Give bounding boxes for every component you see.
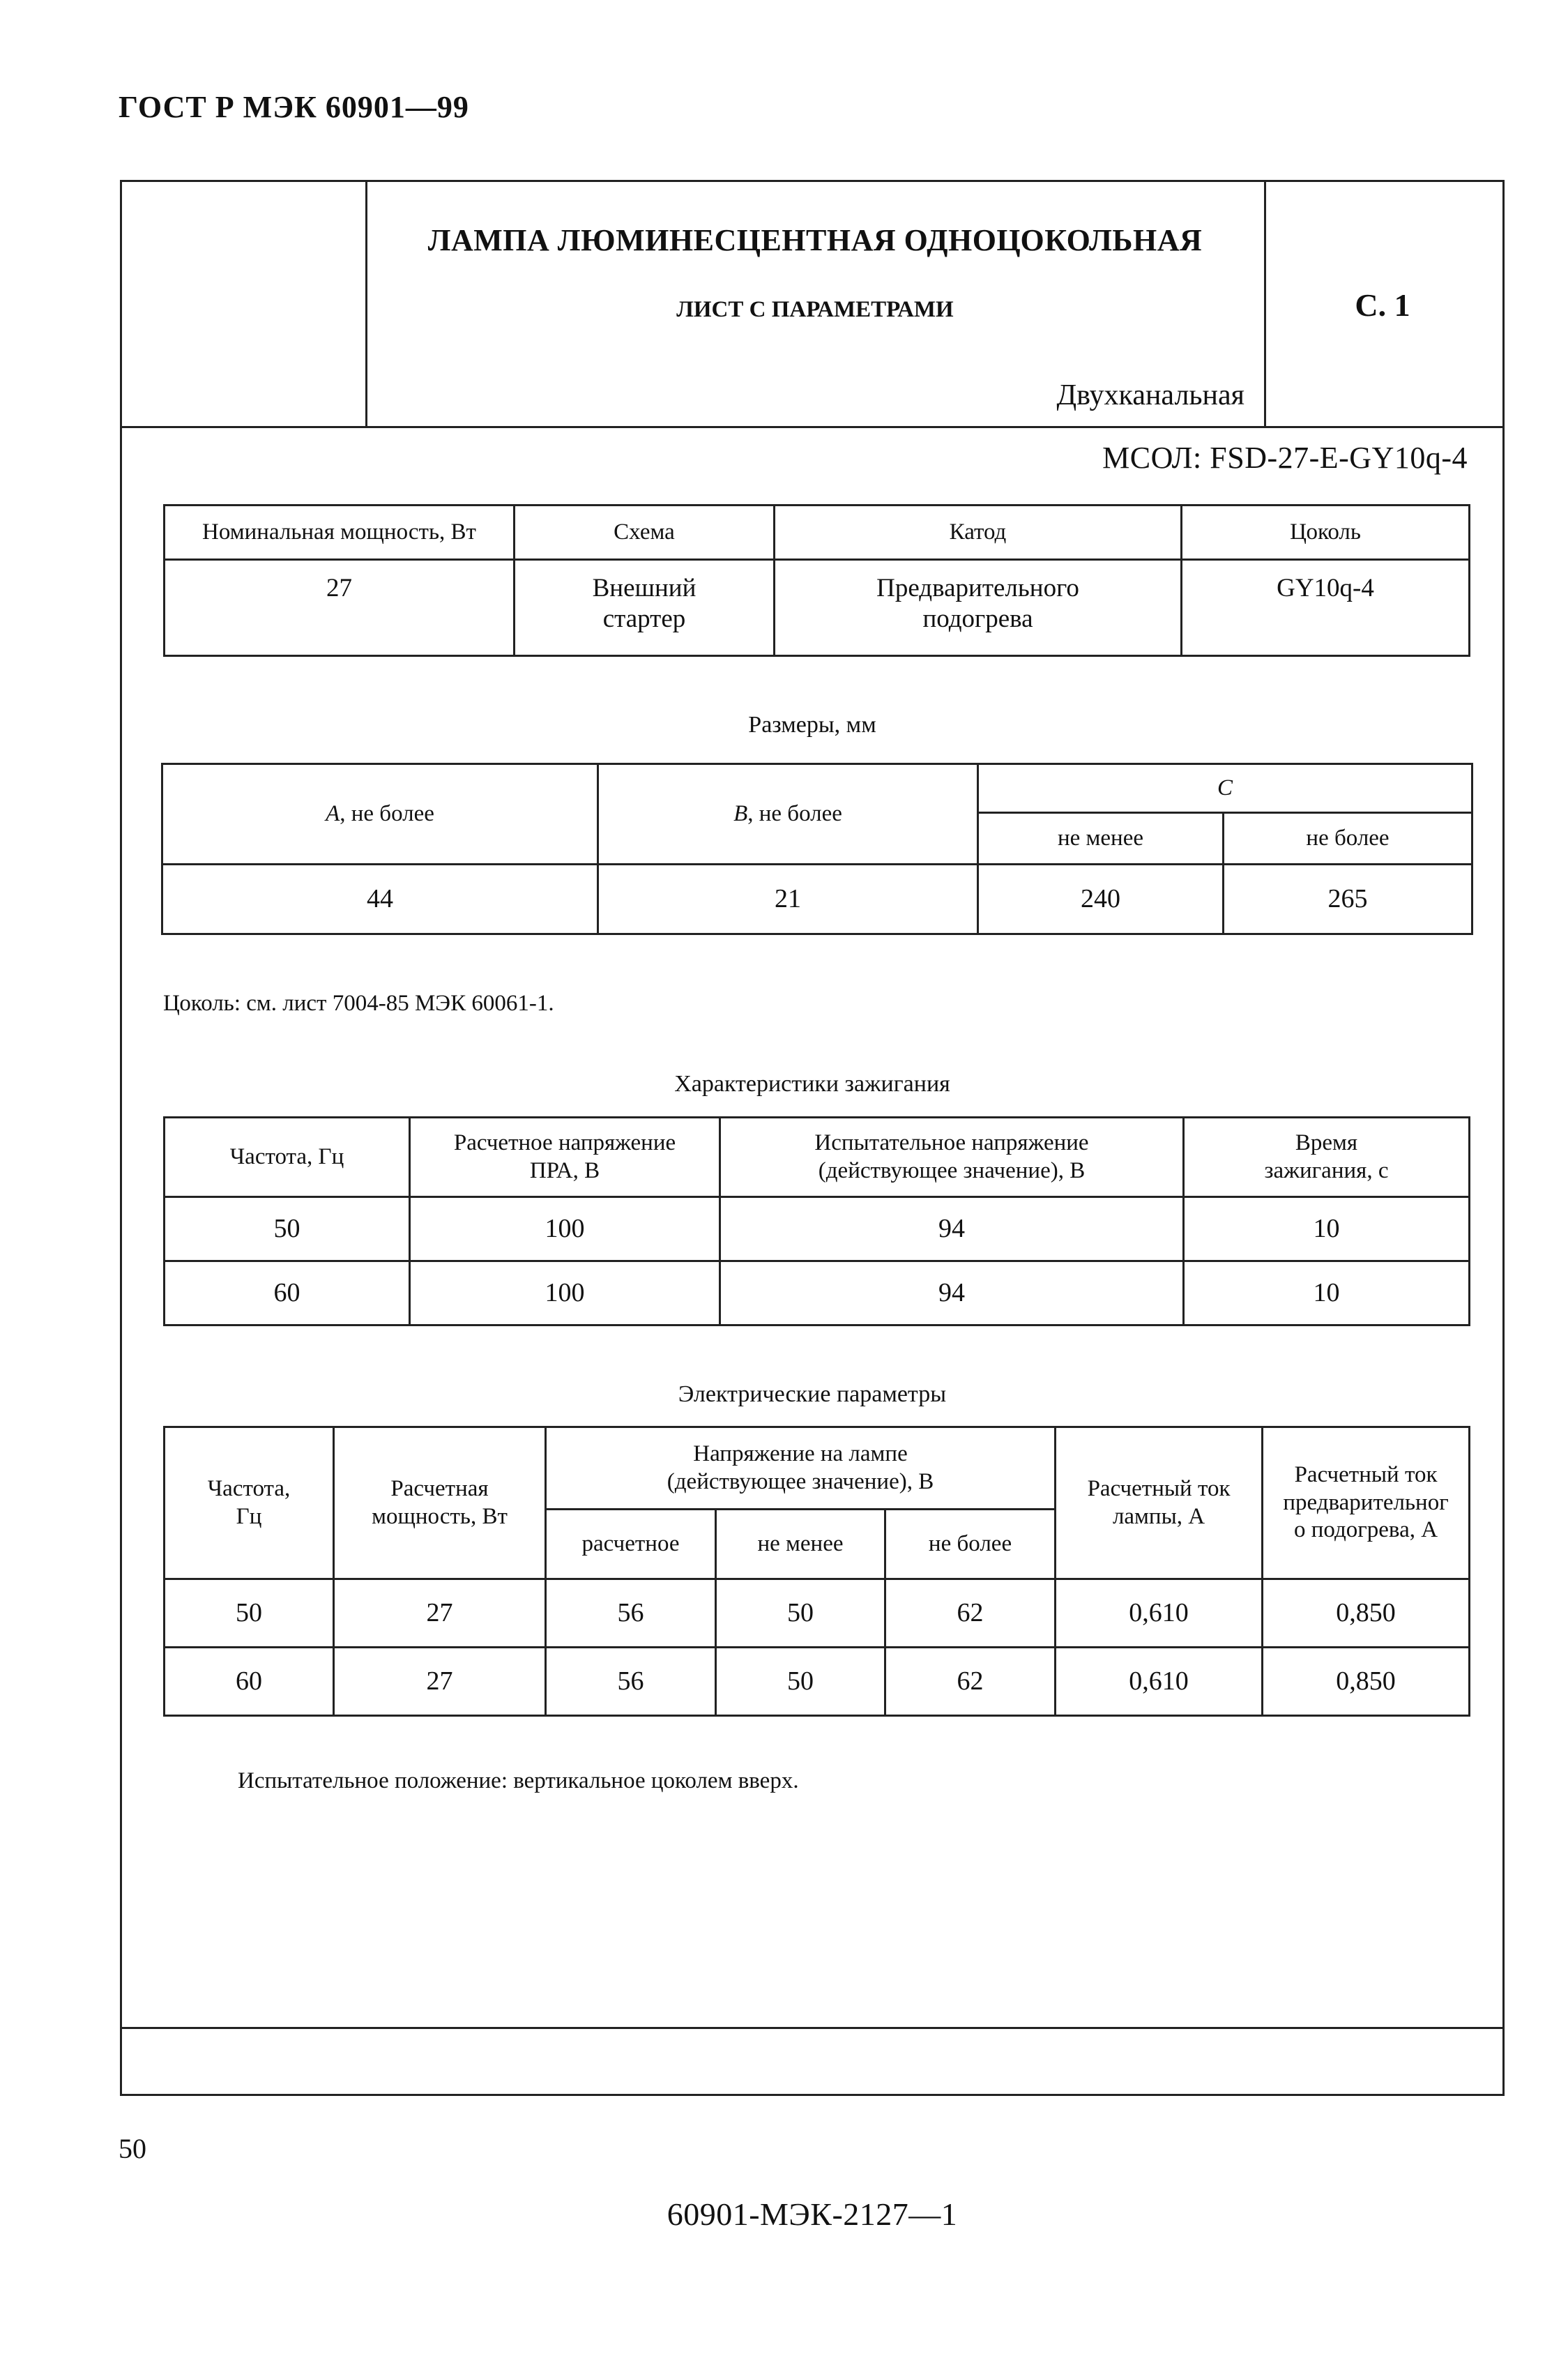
table-cell: Внешний стартер — [515, 560, 775, 656]
page-number: 50 — [119, 2133, 146, 2164]
table-cell: 265 — [1224, 865, 1472, 934]
footer-divider — [122, 2027, 1502, 2029]
header-cell: Цоколь — [1182, 506, 1470, 560]
dimension-a-label: A, не более — [326, 800, 434, 826]
table-cell: 50 — [716, 1579, 885, 1648]
table-cell: 0,850 — [1263, 1579, 1470, 1648]
table-row — [162, 865, 1472, 934]
table-cell: 94 — [720, 1197, 1184, 1261]
table-cell: 62 — [885, 1579, 1056, 1648]
header-cell: Время зажигания, с — [1184, 1118, 1470, 1197]
header-cell: Расчетный ток лампы, А — [1056, 1427, 1263, 1579]
table-cell: 50 — [165, 1579, 334, 1648]
table-cell: 0,610 — [1056, 1648, 1263, 1716]
sheet-frame — [120, 180, 1505, 2232]
main-parameters-table — [163, 504, 1470, 657]
sheet-number: 60901-МЭК-2127—1 — [667, 2196, 958, 2232]
table-cell: 21 — [598, 865, 978, 934]
sheet-title: ЛАМПА ЛЮМИНЕСЦЕНТНАЯ ОДНОЦОКОЛЬНАЯ — [427, 223, 1203, 257]
table-header-row — [165, 1118, 1470, 1197]
table-cell: 94 — [720, 1261, 1184, 1325]
header-cell: Расчетная мощность, Вт — [334, 1427, 546, 1579]
header-cell: Частота, Гц — [165, 1427, 334, 1579]
ignition-table — [163, 1116, 1470, 1326]
dimensions-table — [161, 763, 1473, 935]
lamp-designation: МСОЛ: FSD-27-E-GY10q-4 — [1102, 441, 1468, 475]
table-cell: 62 — [885, 1648, 1056, 1716]
table-cell: 50 — [716, 1648, 885, 1716]
table-header-row — [165, 506, 1470, 560]
table-cell: 100 — [410, 1197, 720, 1261]
table-row — [165, 1261, 1470, 1325]
header-divider — [122, 426, 1502, 428]
cap-note: Цоколь: см. лист 7004-85 МЭК 60061-1. — [163, 991, 554, 1016]
table-header-row — [162, 764, 1472, 813]
sheet-code: С. 1 — [1355, 287, 1410, 323]
table-cell: 60 — [165, 1648, 334, 1716]
test-position-note: Испытательное положение: вертикальное цоколем вверх. — [238, 1768, 799, 1793]
header-cell: не менее — [716, 1510, 885, 1579]
dimension-b-label: B, не более — [733, 800, 842, 826]
header-cell: расчетное — [546, 1510, 716, 1579]
header-cell: Расчетный ток предварительного подогрева, А — [1263, 1427, 1470, 1579]
header-cell: Расчетное напряжение ПРА, В — [410, 1118, 720, 1197]
table-row — [165, 560, 1470, 656]
table-cell: 0,610 — [1056, 1579, 1263, 1648]
table-cell: 60 — [165, 1261, 410, 1325]
table-cell: 10 — [1184, 1197, 1470, 1261]
electrical-table — [163, 1426, 1470, 1717]
header-cell: не более — [885, 1510, 1056, 1579]
dimensions-caption: Размеры, мм — [748, 712, 876, 738]
table-cell: 10 — [1184, 1261, 1470, 1325]
table-cell: 27 — [334, 1648, 546, 1716]
table-cell: 50 — [165, 1197, 410, 1261]
sheet-variant: Двухканальная — [1056, 379, 1244, 411]
table-row — [165, 1197, 1470, 1261]
header-cell: не менее — [978, 813, 1224, 865]
header-cell — [162, 764, 598, 865]
table-cell: 44 — [162, 865, 598, 934]
header-cell: C — [978, 764, 1472, 813]
header-cell: Катод — [775, 506, 1182, 560]
header-cell: Испытательное напряжение (действующее значение), В — [720, 1118, 1184, 1197]
header-cell: Схема — [515, 506, 775, 560]
electrical-caption: Электрические параметры — [678, 1381, 947, 1407]
header-cell: Напряжение на лампе (действующее значение), В — [546, 1427, 1056, 1510]
standard-label: ГОСТ Р МЭК 60901—99 — [119, 90, 469, 124]
table-cell: 56 — [546, 1579, 716, 1648]
table-cell: 100 — [410, 1261, 720, 1325]
table-cell: 27 — [165, 560, 515, 656]
header-cell: не более — [1224, 813, 1472, 865]
header-cell: Номинальная мощность, Вт — [165, 506, 515, 560]
header-cell — [598, 764, 978, 865]
table-cell: 56 — [546, 1648, 716, 1716]
sheet-subtitle: ЛИСТ С ПАРАМЕТРАМИ — [676, 297, 954, 322]
table-cell: 27 — [334, 1579, 546, 1648]
table-cell: 240 — [978, 865, 1224, 934]
header-cell: Частота, Гц — [165, 1118, 410, 1197]
table-cell: GY10q-4 — [1182, 560, 1470, 656]
table-header-row — [165, 1427, 1470, 1510]
table-cell: Предварительного подогрева — [775, 560, 1182, 656]
table-row — [165, 1648, 1470, 1716]
ignition-caption: Характеристики зажигания — [674, 1071, 950, 1097]
table-row — [165, 1579, 1470, 1648]
table-cell: 0,850 — [1263, 1648, 1470, 1716]
